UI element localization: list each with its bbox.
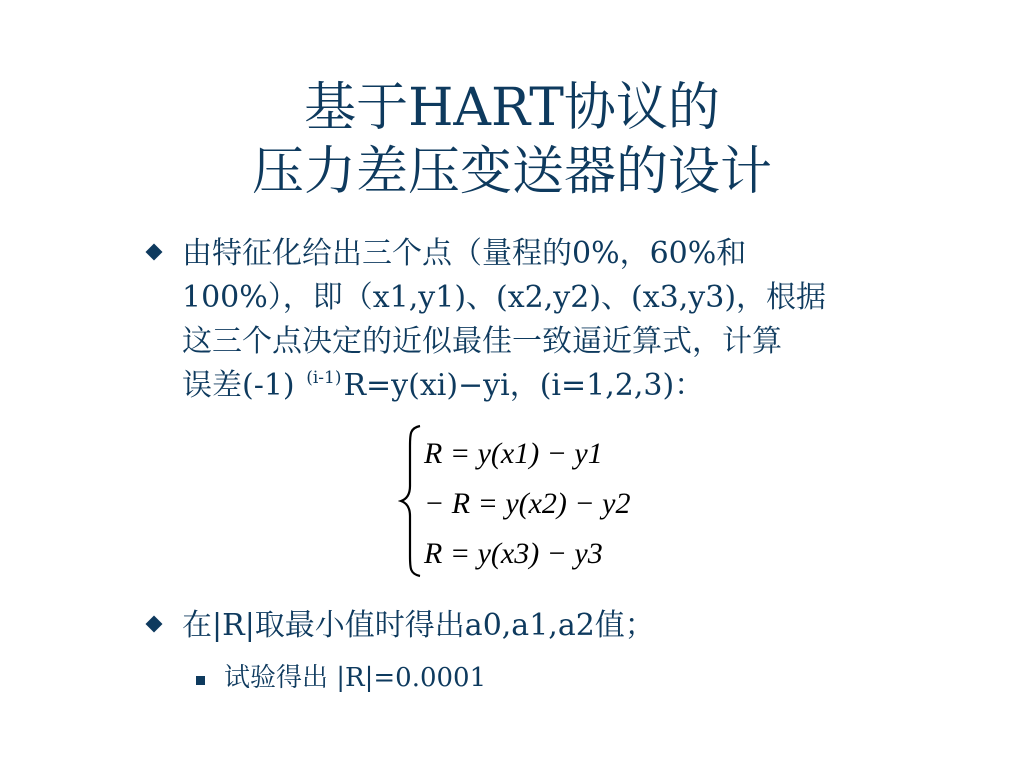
square-bullet-icon: [196, 676, 205, 685]
bullet-item-1-text: [182, 232, 988, 412]
bullet-item-1-line-1: 由特征化给出三个点（量程的0%，60%和: [182, 236, 747, 271]
sub-bullet-item: [190, 660, 486, 696]
left-brace-icon: [398, 422, 424, 580]
bullet-item-1: [148, 232, 988, 412]
bullet-item-1-line-4: [182, 364, 988, 412]
slide-title-line-1: 基于HART协议的: [304, 78, 720, 138]
equation-line-2: − R = y(x2) − y2: [424, 487, 631, 520]
diamond-bullet-icon: [146, 244, 163, 261]
slide-title-line-2: 压力差压变送器的设计: [251, 142, 772, 202]
equation-line-1: R = y(x1) − y1: [424, 437, 603, 470]
bullet-item-2-text: 在|R|取最小值时得出a0,a1,a2值；: [182, 608, 655, 643]
diamond-bullet-icon: [146, 616, 163, 633]
equation-line-3: R = y(x3) − y3: [424, 537, 603, 570]
bullet-item-1-line-4-post: R=y(xi)−yi，(i=1,2,3)：: [343, 368, 705, 403]
bullet-item-1-line-3: 这三个点决定的近似最佳一致逼近算式，计算: [182, 324, 782, 359]
bullet-item-1-line-4-pre: 误差(-1): [182, 368, 295, 403]
sub-bullet-text: 试验得出 |R|=0.0001: [224, 663, 487, 693]
bullet-item-1-superscript: (i-1): [306, 368, 342, 388]
bullet-item-1-line-2: 100%），即（x1,y1)、(x2,y2)、(x3,y3)，根据: [182, 280, 827, 315]
bullet-item-2: [148, 604, 988, 648]
slide-title: [0, 76, 1024, 204]
